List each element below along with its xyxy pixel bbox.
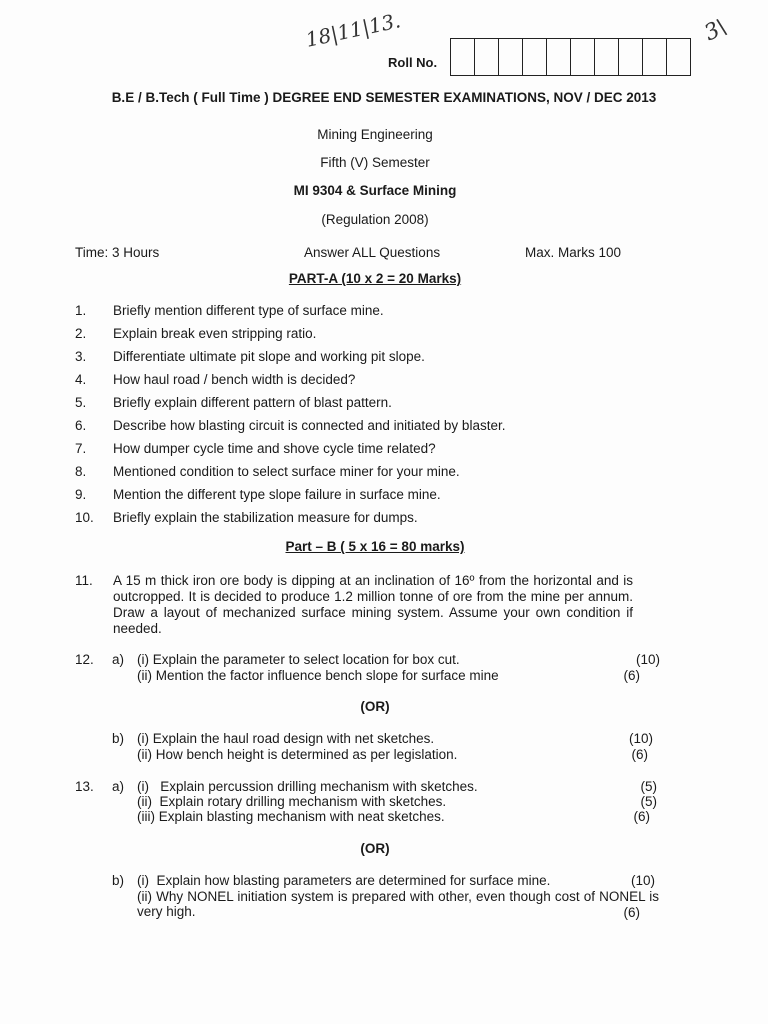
- marks: (5): [640, 779, 657, 794]
- part-b-title: Part – B ( 5 x 16 = 80 marks): [285, 539, 465, 554]
- question-text: (i) Explain percussion drilling mechanism with sketches.: [137, 779, 478, 794]
- sub-question-label: b): [112, 873, 125, 888]
- roll-digit-box[interactable]: [619, 39, 643, 75]
- roll-digit-box[interactable]: [643, 39, 667, 75]
- question-text: (ii) Why NONEL initiation system is prepared with other, even though cost of NONEL is very high.: [137, 889, 659, 919]
- roll-digit-box[interactable]: [475, 39, 499, 75]
- marks: (6): [631, 747, 648, 762]
- marks: (5): [640, 794, 657, 809]
- question-text: (i) Explain the haul road design with net sketches.: [137, 731, 435, 746]
- sub-question-label: b): [112, 731, 125, 746]
- roll-digit-box[interactable]: [667, 39, 690, 75]
- handwritten-date: 18|11|13.: [303, 8, 403, 52]
- subject: MI 9304 & Surface Mining: [293, 183, 457, 198]
- department: Mining Engineering: [317, 127, 433, 142]
- roll-number-label: Roll No.: [388, 55, 438, 70]
- roll-digit-box[interactable]: [499, 39, 523, 75]
- sub-question-label: a): [112, 779, 125, 794]
- marks: (10): [630, 873, 655, 888]
- question-text: A 15 m thick iron ore body is dipping at an inclination of 16º from the horizontal and is outcropped. It is decided to produce 1.2 million tonne of ore from the mine per annum. Draw a layout of mechanized surface mining system. Assume your own condition if needed.: [113, 573, 633, 636]
- question-text: (i) Explain the parameter to select location for box cut.: [137, 652, 460, 667]
- question-text: (ii) How bench height is determined as per legislation.: [137, 747, 458, 762]
- max-marks: Max. Marks 100: [525, 245, 622, 260]
- time-allowed: Time: 3 Hours: [75, 245, 160, 260]
- or-separator: (OR): [360, 699, 390, 714]
- marks: (6): [633, 809, 650, 824]
- part-a-title: PART-A (10 x 2 = 20 Marks): [288, 271, 462, 286]
- question-number: 12.: [75, 652, 94, 667]
- question-text: (ii) Mention the factor influence bench slope for surface mine: [137, 668, 499, 683]
- or-separator: (OR): [360, 841, 390, 856]
- roll-digit-box[interactable]: [571, 39, 595, 75]
- question-number: 11.: [75, 573, 93, 588]
- roll-digit-box[interactable]: [523, 39, 547, 75]
- question-text: (ii) Explain rotary drilling mechanism with sketches.: [137, 794, 447, 809]
- regulation: (Regulation 2008): [321, 212, 429, 227]
- marks: (10): [628, 731, 653, 746]
- handwritten-page-mark: 3\: [700, 14, 731, 47]
- semester: Fifth (V) Semester: [320, 155, 430, 170]
- sub-question-label: a): [112, 652, 125, 667]
- exam-title: B.E / B.Tech ( Full Time ) DEGREE END SEMESTER EXAMINATIONS, NOV / DEC 2013: [111, 90, 657, 105]
- question-number: 13.: [75, 779, 94, 794]
- question-text: (iii) Explain blasting mechanism with neat sketches.: [137, 809, 445, 824]
- marks: (6): [623, 668, 640, 683]
- question-text: (i) Explain how blasting parameters are determined for surface mine.: [137, 873, 551, 888]
- roll-digit-box[interactable]: [547, 39, 571, 75]
- marks: (10): [635, 652, 660, 667]
- instruction: Answer ALL Questions: [304, 245, 441, 260]
- roll-number-boxes[interactable]: [450, 38, 691, 76]
- marks: (6): [623, 905, 640, 920]
- roll-digit-box[interactable]: [595, 39, 619, 75]
- roll-digit-box[interactable]: [451, 39, 475, 75]
